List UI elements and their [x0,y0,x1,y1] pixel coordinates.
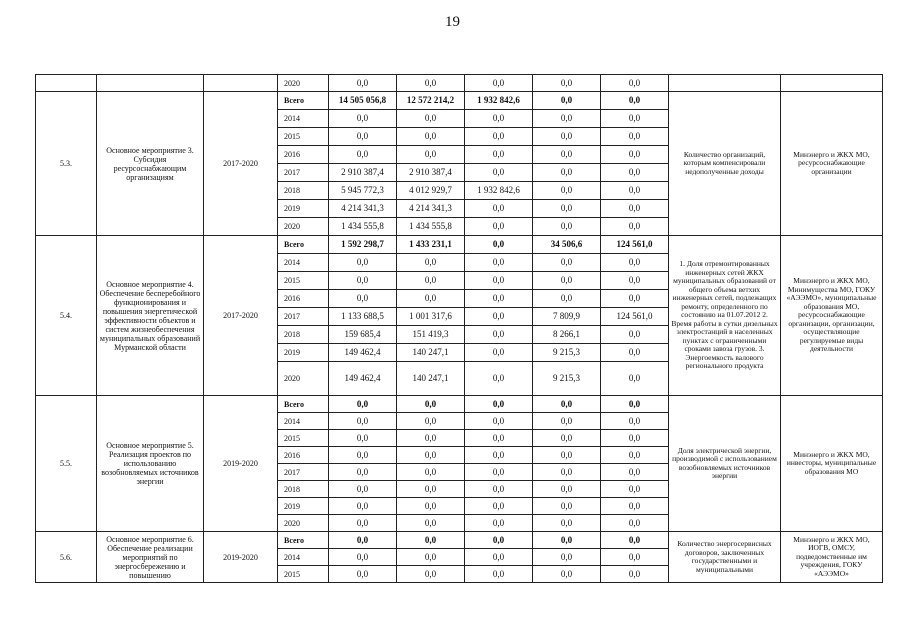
value-cell: 0,0 [533,413,601,430]
page-number: 19 [445,14,460,30]
value-cell: 0,0 [533,447,601,464]
value-cell: 124 561,0 [601,308,669,326]
year-cell: 2019 [278,200,329,218]
value-cell: 0,0 [533,128,601,146]
value-cell: 0,0 [601,566,669,583]
value-cell: 8 266,1 [533,326,601,344]
responsible-cell: Минэнерго и ЖКХ МО, ресурсоснабжающие организации [781,92,883,236]
value-cell: 0,0 [533,218,601,236]
value-cell: 0,0 [465,413,533,430]
value-cell: 0,0 [465,128,533,146]
year-cell: 2015 [278,566,329,583]
value-cell: 0,0 [329,110,397,128]
value-cell: 0,0 [329,430,397,447]
value-cell: 0,0 [601,515,669,532]
value-cell: 0,0 [533,430,601,447]
table-row [36,236,883,254]
value-cell: 0,0 [397,447,465,464]
value-cell: 0,0 [465,110,533,128]
value-cell: 0,0 [465,464,533,481]
year-cell: Всего [278,92,329,110]
table-row [36,532,883,549]
responsible-cell: Минэнерго и ЖКХ МО, Минимущества МО, ГОКУ «АЭЭМО», муниципальные образования МО, ресурсоснабжающие организации, организации, осуществляющие регулируемые виды деятельности [781,236,883,396]
value-cell: 0,0 [465,532,533,549]
value-cell: 0,0 [601,481,669,498]
value-cell: 1 133 688,5 [329,308,397,326]
value-cell: 0,0 [329,128,397,146]
name-cell: Основное мероприятие 4. Обеспечение бесперебойного функционирования и повышения энергетической эффективности объектов и систем жизнеобеспечения муниципальных образований Мурманской области [97,236,204,396]
value-cell: 0,0 [533,396,601,413]
value-cell: 0,0 [397,290,465,308]
value-cell: 12 572 214,2 [397,92,465,110]
value-cell: 0,0 [465,498,533,515]
value-cell: 0,0 [601,396,669,413]
indicator-cell [669,75,781,92]
year-cell: 2018 [278,326,329,344]
value-cell: 1 433 231,1 [397,236,465,254]
number-cell: 5.5. [36,396,97,532]
value-cell: 0,0 [465,146,533,164]
value-cell: 14 505 056,8 [329,92,397,110]
value-cell: 0,0 [465,549,533,566]
value-cell: 0,0 [465,164,533,182]
value-cell: 2 910 387,4 [397,164,465,182]
indicator-cell: Количество организаций, которым компенсировали недополученные доходы [669,92,781,236]
value-cell: 0,0 [601,128,669,146]
value-cell: 4 214 341,3 [397,200,465,218]
year-cell: 2016 [278,146,329,164]
year-cell: 2017 [278,164,329,182]
value-cell: 0,0 [397,464,465,481]
name-cell [97,75,204,92]
value-cell: 1 001 317,6 [397,308,465,326]
number-cell: 5.6. [36,532,97,583]
value-cell: 0,0 [465,481,533,498]
value-cell: 0,0 [601,272,669,290]
year-cell: 2018 [278,182,329,200]
value-cell: 0,0 [397,128,465,146]
number-cell [36,75,97,92]
value-cell: 1 592 298,7 [329,236,397,254]
value-cell: 5 945 772,3 [329,182,397,200]
year-cell: 2016 [278,447,329,464]
value-cell: 0,0 [329,290,397,308]
value-cell: 0,0 [397,498,465,515]
year-cell: 2020 [278,75,329,92]
indicator-cell: 1. Доля отремонтированных инженерных сетей ЖКХ муниципальных образований от общего объема ветхих инженерных сетей, подлежащих ремонту, определенного по состоянию на 01.07.2012 2. Время работы в сутки дизельных электростанций в населенных пунктах с ограниченными сроками завоза грузов. 3. Энергоемкость валового регионального продукта [669,236,781,396]
value-cell: 0,0 [329,447,397,464]
value-cell: 140 247,1 [397,362,465,396]
table-row [36,92,883,110]
value-cell: 0,0 [533,532,601,549]
table-row [36,75,883,92]
value-cell: 1 434 555,8 [329,218,397,236]
year-cell: 2016 [278,290,329,308]
value-cell: 0,0 [465,236,533,254]
value-cell: 0,0 [533,254,601,272]
value-cell: 0,0 [465,515,533,532]
value-cell: 0,0 [397,413,465,430]
value-cell: 0,0 [601,447,669,464]
value-cell: 0,0 [329,254,397,272]
value-cell: 0,0 [533,146,601,164]
value-cell: 0,0 [533,498,601,515]
value-cell: 0,0 [601,218,669,236]
year-cell: 2018 [278,481,329,498]
value-cell: 0,0 [601,464,669,481]
value-cell: 0,0 [601,326,669,344]
value-cell: 0,0 [397,254,465,272]
name-cell: Основное мероприятие 5. Реализация проектов по использованию возобновляемых источников энергии [97,396,204,532]
value-cell: 0,0 [329,498,397,515]
value-cell: 0,0 [601,344,669,362]
value-cell: 0,0 [397,549,465,566]
value-cell: 7 809,9 [533,308,601,326]
value-cell: 0,0 [601,290,669,308]
value-cell: 0,0 [465,75,533,92]
value-cell: 1 932 842,6 [465,92,533,110]
value-cell: 0,0 [601,200,669,218]
value-cell: 0,0 [465,344,533,362]
value-cell: 0,0 [397,396,465,413]
value-cell: 0,0 [533,549,601,566]
value-cell: 0,0 [601,75,669,92]
indicator-cell: Доля электрической энергии, производимой с использованием возобновляемых источников энергии [669,396,781,532]
value-cell: 0,0 [533,164,601,182]
value-cell: 0,0 [329,566,397,583]
value-cell: 0,0 [329,481,397,498]
value-cell: 0,0 [329,272,397,290]
number-cell: 5.3. [36,92,97,236]
value-cell: 2 910 387,4 [329,164,397,182]
value-cell: 0,0 [329,464,397,481]
value-cell: 0,0 [465,430,533,447]
year-cell: 2020 [278,515,329,532]
value-cell: 0,0 [329,396,397,413]
value-cell: 0,0 [533,566,601,583]
value-cell: 0,0 [329,146,397,164]
year-cell: 2017 [278,308,329,326]
value-cell: 34 506,6 [533,236,601,254]
value-cell: 140 247,1 [397,344,465,362]
year-cell: 2014 [278,549,329,566]
year-cell: 2017 [278,464,329,481]
value-cell: 0,0 [329,75,397,92]
value-cell: 0,0 [601,413,669,430]
value-cell: 0,0 [397,481,465,498]
year-cell: 2019 [278,344,329,362]
value-cell: 0,0 [533,272,601,290]
period-cell: 2017-2020 [204,236,278,396]
period-cell: 2019-2020 [204,396,278,532]
period-cell: 2019-2020 [204,532,278,583]
value-cell: 0,0 [397,515,465,532]
table-body [36,75,883,583]
value-cell: 0,0 [465,566,533,583]
value-cell: 0,0 [465,362,533,396]
indicator-cell: Количество энергосервисных договоров, заключенных государственными и муниципальными [669,532,781,583]
value-cell: 0,0 [397,110,465,128]
value-cell: 0,0 [465,308,533,326]
value-cell: 0,0 [397,75,465,92]
table-row [36,396,883,413]
name-cell: Основное мероприятие 6. Обеспечение реализации мероприятий по энергосбережению и повышению [97,532,204,583]
value-cell: 0,0 [601,110,669,128]
year-cell: 2014 [278,254,329,272]
year-cell: 2020 [278,218,329,236]
value-cell: 124 561,0 [601,236,669,254]
value-cell: 0,0 [533,92,601,110]
value-cell: 0,0 [601,498,669,515]
value-cell: 1 932 842,6 [465,182,533,200]
value-cell: 0,0 [601,549,669,566]
program-table [35,74,883,583]
year-cell: Всего [278,396,329,413]
value-cell: 0,0 [533,75,601,92]
value-cell: 0,0 [601,182,669,200]
value-cell: 0,0 [465,200,533,218]
value-cell: 149 462,4 [329,362,397,396]
value-cell: 0,0 [533,110,601,128]
value-cell: 0,0 [601,362,669,396]
responsible-cell [781,75,883,92]
value-cell: 0,0 [601,92,669,110]
value-cell: 0,0 [601,146,669,164]
year-cell: 2019 [278,498,329,515]
value-cell: 0,0 [601,430,669,447]
value-cell: 4 012 929,7 [397,182,465,200]
value-cell: 0,0 [465,290,533,308]
value-cell: 0,0 [533,464,601,481]
period-cell [204,75,278,92]
value-cell: 0,0 [465,396,533,413]
year-cell: 2020 [278,362,329,396]
value-cell: 1 434 555,8 [397,218,465,236]
year-cell: 2015 [278,272,329,290]
value-cell: 151 419,3 [397,326,465,344]
value-cell: 9 215,3 [533,344,601,362]
value-cell: 0,0 [397,272,465,290]
value-cell: 9 215,3 [533,362,601,396]
value-cell: 0,0 [329,413,397,430]
value-cell: 4 214 341,3 [329,200,397,218]
value-cell: 0,0 [533,290,601,308]
value-cell: 0,0 [397,430,465,447]
responsible-cell: Минэнерго и ЖКХ МО, инвесторы, муниципальные образования МО [781,396,883,532]
year-cell: 2014 [278,413,329,430]
responsible-cell: Минэнерго и ЖКХ МО, ИОГВ, ОМСУ, подведомственные им учреждения, ГОКУ «АЭЭМО» [781,532,883,583]
value-cell: 0,0 [465,254,533,272]
value-cell: 0,0 [533,515,601,532]
value-cell: 159 685,4 [329,326,397,344]
value-cell: 0,0 [329,549,397,566]
number-cell: 5.4. [36,236,97,396]
year-cell: 2015 [278,430,329,447]
value-cell: 0,0 [465,447,533,464]
value-cell: 0,0 [465,218,533,236]
year-cell: Всего [278,532,329,549]
name-cell: Основное мероприятие 3. Субсидия ресурсоснабжающим организациям [97,92,204,236]
value-cell: 0,0 [533,200,601,218]
value-cell: 0,0 [329,532,397,549]
value-cell: 0,0 [465,272,533,290]
value-cell: 0,0 [465,326,533,344]
value-cell: 0,0 [533,481,601,498]
value-cell: 149 462,4 [329,344,397,362]
value-cell: 0,0 [601,164,669,182]
year-cell: 2015 [278,128,329,146]
value-cell: 0,0 [329,515,397,532]
value-cell: 0,0 [397,146,465,164]
value-cell: 0,0 [397,532,465,549]
value-cell: 0,0 [533,182,601,200]
period-cell: 2017-2020 [204,92,278,236]
year-cell: Всего [278,236,329,254]
value-cell: 0,0 [601,532,669,549]
value-cell: 0,0 [601,254,669,272]
value-cell: 0,0 [397,566,465,583]
year-cell: 2014 [278,110,329,128]
